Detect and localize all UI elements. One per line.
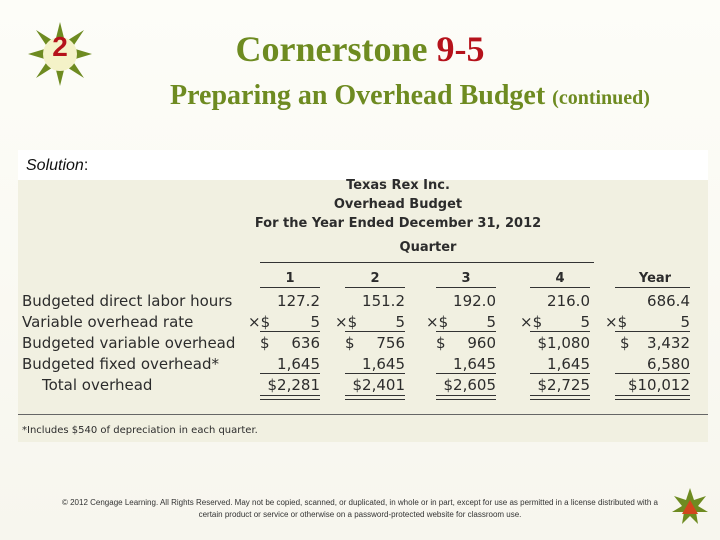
fixed-rule-3 <box>436 373 496 374</box>
total-double-rule-2 <box>345 395 405 400</box>
rate-rule-3 <box>436 331 496 332</box>
next-arrow-icon[interactable] <box>672 488 708 528</box>
rate-rule-year <box>615 331 690 332</box>
row-label-hours: Budgeted direct labor hours <box>22 292 233 310</box>
cell-hours-q4: 216.0 <box>547 292 590 310</box>
cell-total-q1: $2,281 <box>267 376 320 394</box>
quarter-label: Quarter <box>399 240 457 255</box>
cell-fixed-q2: 1,645 <box>362 355 405 373</box>
rate-rule-4 <box>530 331 590 332</box>
rate-rule-2 <box>345 331 405 332</box>
title-word: Cornerstone <box>235 29 428 69</box>
col-head-4: 4 <box>555 271 565 286</box>
fixed-rule-1 <box>260 373 320 374</box>
statement-name: Overhead Budget <box>333 197 463 212</box>
solution-label: Solution: <box>26 157 89 174</box>
chapter-number: 2 <box>52 31 68 62</box>
company-name: Texas Rex Inc. <box>346 178 450 193</box>
rate-rule-1 <box>260 331 320 332</box>
col-rule-1 <box>260 287 320 288</box>
copyright-notice: © 2012 Cengage Learning. All Rights Reserved. May not be copied, scanned, or duplicated, in whole or in part, except for use as permitted in a license distributed with a certain product or service or otherwise on a password-protected website for classroom use. <box>61 498 658 519</box>
solution-panel <box>18 150 708 442</box>
cell-hours-q3: 192.0 <box>453 292 496 310</box>
col-head-1: 1 <box>285 271 295 286</box>
cell-rate-year: 5 <box>680 313 690 331</box>
rate-prefix-q2: ×$ <box>335 313 358 331</box>
row-label-fixed: Budgeted fixed overhead* <box>22 355 219 373</box>
row-label-rate: Variable overhead rate <box>22 313 194 331</box>
var-dollar-year: $ <box>620 334 630 352</box>
total-double-rule-1 <box>260 395 320 400</box>
col-head-3: 3 <box>461 271 471 286</box>
col-rule-4 <box>530 287 590 288</box>
quarter-rule <box>260 262 594 263</box>
col-rule-3 <box>436 287 496 288</box>
col-rule-2 <box>345 287 405 288</box>
cell-hours-year: 686.4 <box>647 292 690 310</box>
col-head-year: Year <box>638 271 672 286</box>
footnote: *Includes $540 of depreciation in each quarter. <box>22 425 258 436</box>
title-number: 9-5 <box>436 29 485 69</box>
row-label-variable: Budgeted variable overhead <box>22 334 236 352</box>
cell-var-year: 3,432 <box>647 334 690 352</box>
footnote-divider <box>18 414 708 415</box>
var-dollar-q2: $ <box>345 334 355 352</box>
cell-var-q4: $1,080 <box>537 334 590 352</box>
cell-var-q1: 636 <box>291 334 320 352</box>
rate-prefix-year: ×$ <box>605 313 628 331</box>
subtitle-suffix: (continued) <box>552 87 650 109</box>
col-rule-year <box>615 287 690 288</box>
cell-rate-q1: 5 <box>310 313 320 331</box>
cell-fixed-q4: 1,645 <box>547 355 590 373</box>
slide-title <box>0 28 720 70</box>
cell-hours-q2: 151.2 <box>362 292 405 310</box>
solution-bar <box>18 150 708 180</box>
cell-fixed-q1: 1,645 <box>277 355 320 373</box>
var-dollar-q1: $ <box>260 334 270 352</box>
cell-var-q2: 756 <box>376 334 405 352</box>
cell-rate-q4: 5 <box>580 313 590 331</box>
statement-period: For the Year Ended December 31, 2012 <box>254 216 542 231</box>
cell-hours-q1: 127.2 <box>277 292 320 310</box>
total-double-rule-4 <box>530 395 590 400</box>
cell-total-q3: $2,605 <box>443 376 496 394</box>
var-dollar-q3: $ <box>436 334 446 352</box>
cell-total-year: $10,012 <box>627 376 690 394</box>
cell-var-q3: 960 <box>467 334 496 352</box>
cell-rate-q3: 5 <box>486 313 496 331</box>
rate-prefix-q4: ×$ <box>520 313 543 331</box>
total-double-rule-3 <box>436 395 496 400</box>
col-head-2: 2 <box>370 271 380 286</box>
cell-total-q4: $2,725 <box>537 376 590 394</box>
subtitle-text: Preparing an Overhead Budget <box>170 80 546 111</box>
row-label-total: Total overhead <box>42 376 153 394</box>
cell-total-q2: $2,401 <box>352 376 405 394</box>
rate-prefix-q3: ×$ <box>426 313 449 331</box>
rate-prefix-q1: ×$ <box>248 313 271 331</box>
cell-fixed-q3: 1,645 <box>453 355 496 373</box>
slide-subtitle <box>110 80 710 112</box>
fixed-rule-4 <box>530 373 590 374</box>
total-double-rule-year <box>615 395 690 400</box>
cell-rate-q2: 5 <box>395 313 405 331</box>
fixed-rule-year <box>615 373 690 374</box>
fixed-rule-2 <box>345 373 405 374</box>
cell-fixed-year: 6,580 <box>647 355 690 373</box>
